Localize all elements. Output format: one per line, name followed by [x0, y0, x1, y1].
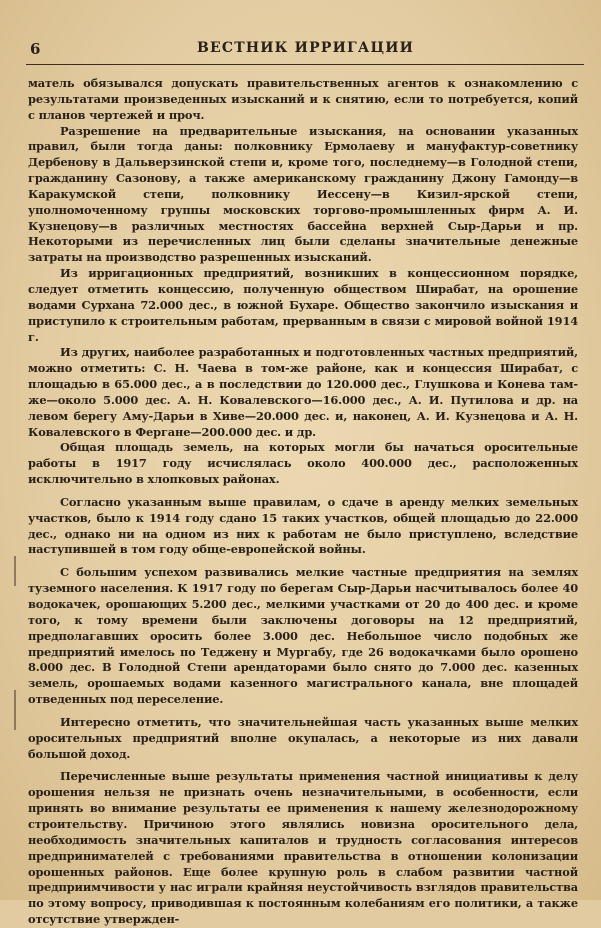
- paragraph: Перечисленные выше результаты применения частной инициативы к делу орошения нельзя не признать очень незначительными, в особенности, если принять во внимание результаты ее применения к нашему железнодорожному строительству. Причиною этого являлись новизна оросительного дела, необходимость значительных капиталов и трудность согласования интересов предпринимателей с требованиями правительства в отношении колонизации орошенных районов. Еще более крупную роль в слабом развитии частной предприимчивости у нас играли крайняя неустойчивость взглядов правительства по этому вопросу, приводившая к постоянным колебаниям его политики, а также отсутствие утвержден-: [28, 769, 578, 927]
- paragraph: Из других, наиболее разработанных и подготовленных частных предприятий, можно отметить: С. Н. Чаева в том-же районе, как и концессия Ширабат, с площадью в 65.000 дес., а в последствии до 120.000 дес., Глушкова и Конева там-же—около 5.000 дес. А. Н. Ковалевского—16.000 дес., А. И. Путилова и др. на левом берегу Аму-Дарьи в Хиве—20.000 дес. и, наконец, А. И. Кузнецова и А. Н. Ковалевского в Фергане—200.000 дес. и др.: [28, 345, 578, 439]
- journal-title: ВЕСТНИК ИРРИГАЦИИ: [196, 40, 415, 56]
- paragraph: Интересно отметить, что значительнейшая часть указанных выше мелких оросительных предприятий вполне окупалась, а некоторые из них давали большой доход.: [28, 714, 578, 761]
- paragraph: матель обязывался допускать правительственных агентов к ознакомлению с результатами произведенных изысканий и к снятию, если то потребуется, копий с планов чертежей и проч.: [28, 76, 578, 122]
- paragraph: Разрешение на предварительные изыскания, на основании указанных правил, были тогда даны: полковнику Ермолаеву и мануфактур-советнику Дербенову в Дальверзинской степи и, кроме того, последнему—в Голодной степи, гражданину Сазонову, а также американскому гражданину Джону Гамонду—в Каракумской степи, полковнику Иессену—в Кизил-ярской степи, уполномоченному группы московских торгово-промышленных фирм А. И. Кузнецову—в различных местностях бассейна верхней Сыр-Дарьи и пр. Некоторыми из перечисленных лиц были сделаны значительные денежные затраты на производство разрешенных изысканий.: [28, 123, 578, 265]
- paragraph: Согласно указанным выше правилам, о сдаче в аренду мелких земельных участков, было к 1914 году сдано 15 таких участков, общей площадью до 22.000 дес., однако ни на одном из них к работам не было приступлено, вследствие наступившей в том году обще-европейской войны.: [28, 494, 578, 557]
- header-rule: [26, 64, 584, 65]
- paragraph: Общая площадь земель, на которых могли бы начаться оросительные работы в 1917 году исчислялась около 400.000 дес., расположенных исключительно в хлопковых районах.: [28, 440, 578, 487]
- paragraph: Из ирригационных предприятий, возникших в концессионном порядке, следует отметить концессию, полученную обществом Ширабат, на орошение водами Сурхана 72.000 дес., в южной Бухаре. Общество закончило изыскания и приступило к строительным работам, прерванным в связи с мировой войной 1914 г.: [28, 266, 578, 344]
- margin-mark: [14, 556, 16, 586]
- body-text: [28, 76, 578, 928]
- margin-mark: [14, 690, 16, 730]
- page-number: 6: [30, 40, 41, 58]
- page-header: [28, 38, 583, 62]
- paragraph: С большим успехом развивались мелкие частные предприятия на землях туземного населения. К 1917 году по берегам Сыр-Дарьи насчитывалось более 40 водокачек, орошающих 5.200 дес., мелкими участками от 20 до 400 дес. и кроме того, к тому времени были заключены договоры на 12 предприятий, предполагавших оросить более 3.000 дес. Небольшое число подобных же предприятий имелось по Теджену и Мургабу, где 26 водокачками было орошено 8.000 дес. В Голодной Степи арендаторами было снято до 7.000 дес. казенных земель, орошаемых водами казенного магистрального канала, вне площадей отведенных под переселение.: [28, 565, 578, 707]
